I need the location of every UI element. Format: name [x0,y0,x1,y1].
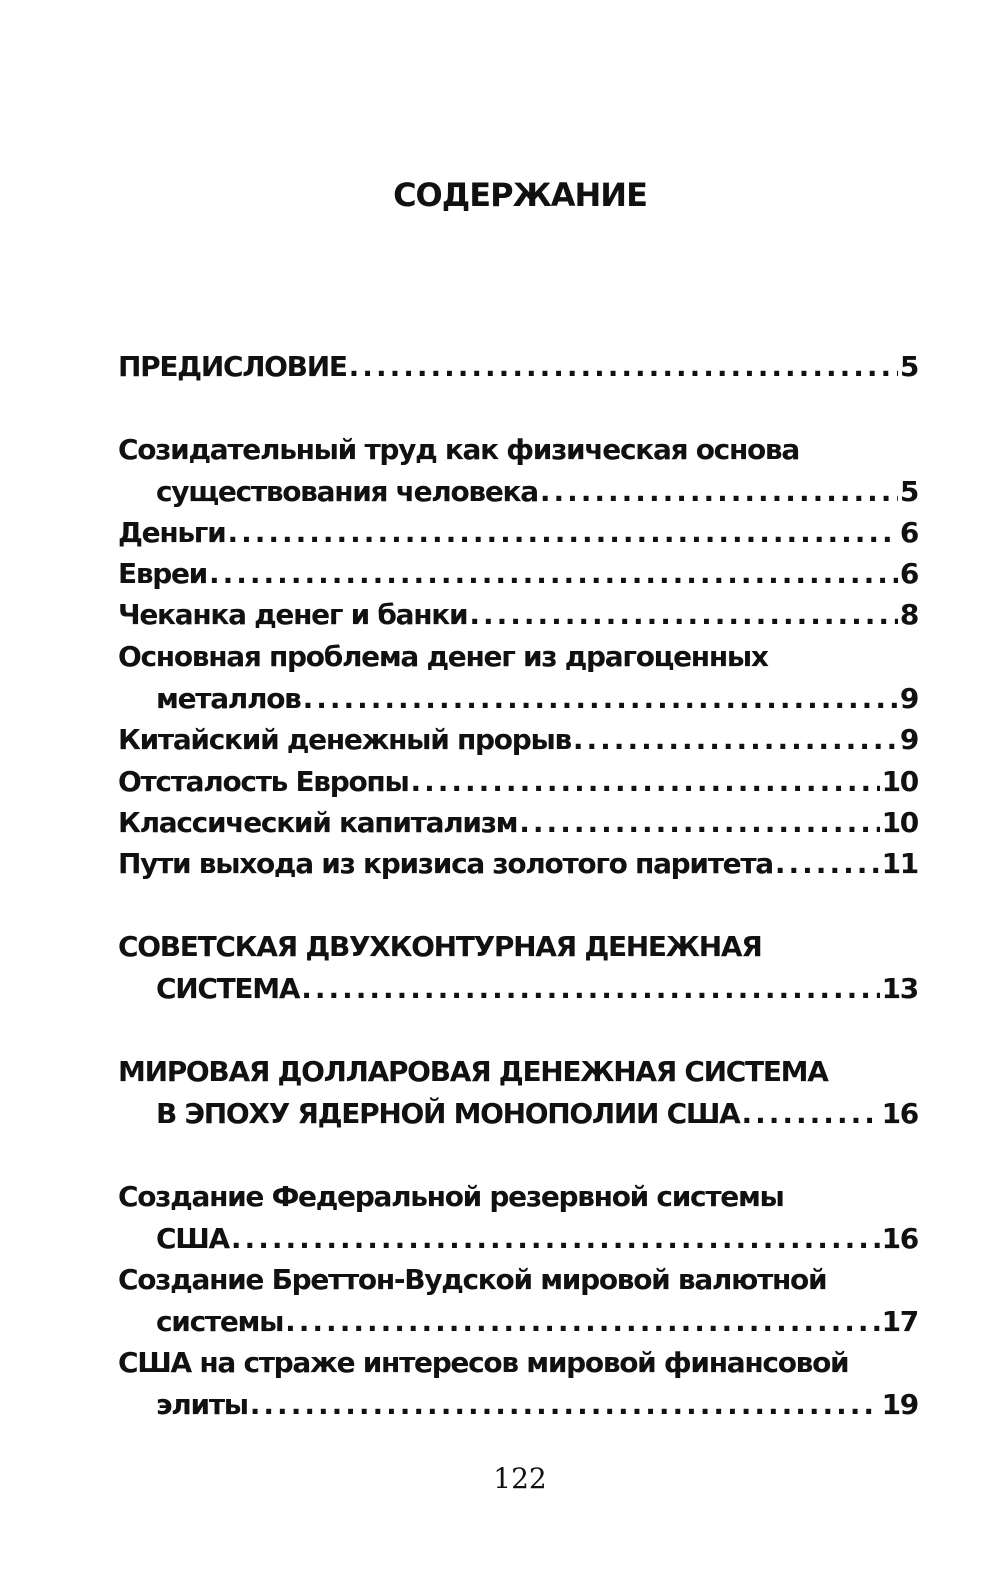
toc-entry [118,429,918,513]
toc-entry-title-cont: СИСТЕМА [156,972,300,1005]
toc-line [118,802,918,844]
toc-page-number: 19 [881,1388,918,1421]
toc-page-number: 9 [899,682,918,715]
toc-entry [118,553,918,595]
toc-line [118,1342,918,1384]
toc-entry-title: СОВЕТСКАЯ ДВУХКОНТУРНАЯ ДЕНЕЖНАЯ [118,930,762,963]
toc-page-number: 10 [881,806,918,839]
toc-line [118,678,918,720]
toc-line [118,346,918,388]
toc-page-number: 11 [881,847,918,880]
toc-leader [540,471,898,513]
toc-entry [118,636,918,720]
toc-leader [250,1384,880,1426]
toc-line [118,594,918,636]
toc-leader [301,968,879,1010]
toc-line [118,512,918,554]
toc-entry-title-cont: существования человека [156,475,538,508]
toc-entry [118,1176,918,1260]
toc-entry [118,346,918,388]
toc-leader [231,1218,880,1260]
toc-line [118,1301,918,1343]
toc-entry-title-cont: системы [156,1305,284,1338]
toc-page-number: 16 [881,1222,918,1255]
toc-leader [741,1093,879,1135]
toc-entry-title: ПРЕДИСЛОВИЕ [118,350,347,383]
toc-entry [118,802,918,844]
toc-entry [118,761,918,803]
toc-leader [227,512,897,554]
page-title: СОДЕРЖАНИЕ [393,176,647,214]
toc-entry [118,843,918,885]
toc-page-number: 9 [899,723,918,756]
toc-line [118,471,918,513]
toc-entry [118,1342,918,1426]
toc-line [118,926,918,968]
toc-line [118,1093,918,1135]
toc-entry-title: Классический капитализм [118,806,518,839]
toc-leader [349,346,898,388]
toc-entry-title: Китайский денежный прорыв [118,723,571,756]
toc-entry [118,594,918,636]
toc-page-number: 8 [899,598,918,631]
toc-line [118,968,918,1010]
toc-entry-title: Пути выхода из кризиса золотого паритета [118,847,773,880]
toc-leader [410,761,879,803]
toc-entry-title: Создание Федеральной резервной системы [118,1180,784,1213]
toc-entry [118,512,918,554]
toc-leader [573,719,898,761]
toc-page-number: 6 [899,516,918,549]
toc-entry [118,1259,918,1343]
toc-entry [118,1051,918,1135]
toc-entry-title: МИРОВАЯ ДОЛЛАРОВАЯ ДЕНЕЖНАЯ СИСТЕМА [118,1055,828,1088]
toc-line [118,553,918,595]
toc-page-number: 16 [881,1097,918,1130]
toc-entry-title: Основная проблема денег из драгоценных [118,640,768,673]
page-number: 122 [493,1462,547,1495]
toc-entry-title: Чеканка денег и банки [118,598,468,631]
toc-line [118,719,918,761]
toc-line [118,1176,918,1218]
toc-page-number: 10 [881,765,918,798]
toc-entry-title: Деньги [118,516,226,549]
toc-leader [209,553,898,595]
toc-page-number: 5 [899,475,918,508]
toc-entry [118,926,918,1010]
toc-entry-title-cont: металлов [156,682,301,715]
toc-entry-title-cont: США [156,1222,229,1255]
toc-line [118,1218,918,1260]
toc-entry-title: Отсталость Европы [118,765,409,798]
toc-page-number: 13 [881,972,918,1005]
toc-page-number: 5 [899,350,918,383]
toc-entry-title: Созидательный труд как физическая основа [118,433,799,466]
toc-entry-title: Создание Бреттон-Вудской мировой валютной [118,1263,827,1296]
toc-leader [519,802,879,844]
toc-leader [775,843,880,885]
toc-entry-title: Евреи [118,557,207,590]
toc-line [118,636,918,678]
toc-entry-title: США на страже интересов мировой финансовой [118,1346,849,1379]
toc-leader [469,594,898,636]
toc-line [118,843,918,885]
toc-line [118,1259,918,1301]
toc-page-number: 17 [881,1305,918,1338]
toc-line [118,1384,918,1426]
toc-leader [303,678,898,720]
toc-entry-title-cont: В ЭПОХУ ЯДЕРНОЙ МОНОПОЛИИ США [156,1097,740,1130]
toc-line [118,1051,918,1093]
toc-page-number: 6 [899,557,918,590]
toc-entry [118,719,918,761]
toc-line [118,429,918,471]
toc-entry-title-cont: элиты [156,1388,248,1421]
toc-line [118,761,918,803]
toc-leader [285,1301,879,1343]
